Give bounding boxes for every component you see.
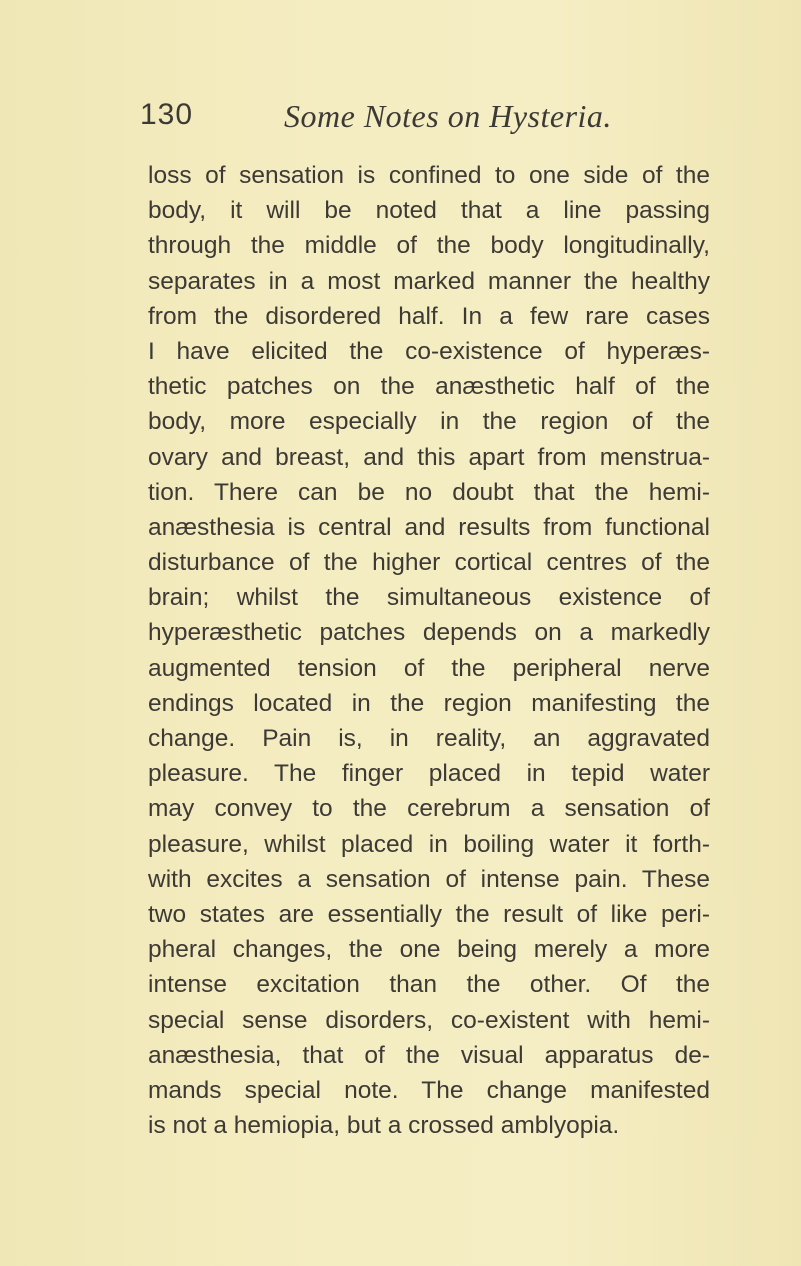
text-line: may convey to the cerebrum a sensation of xyxy=(148,795,710,823)
text-line: special sense disorders, co-existent with hemi- xyxy=(148,1006,710,1034)
text-line: hyperæsthetic patches depends on a markedly xyxy=(148,619,710,647)
text-line: body, more especially in the region of the xyxy=(148,408,710,436)
text-line: with excites a sensation of intense pain. These xyxy=(148,865,710,893)
text-line: ovary and breast, and this apart from menstrua- xyxy=(148,443,710,471)
running-head xyxy=(140,98,700,142)
text-line: endings located in the region manifesting the xyxy=(148,689,710,717)
text-line: brain; whilst the simultaneous existence of xyxy=(148,584,710,612)
text-line: augmented tension of the peripheral nerve xyxy=(148,654,710,682)
text-line: pleasure. The finger placed in tepid water xyxy=(148,760,710,788)
text-line: I have elicited the co-existence of hyperæs- xyxy=(148,337,710,365)
text-line: mands special note. The change manifested xyxy=(148,1076,710,1104)
text-line: separates in a most marked manner the healthy xyxy=(148,267,710,295)
text-line: disturbance of the higher cortical centres of the xyxy=(148,549,710,577)
text-line: two states are essentially the result of like peri- xyxy=(148,900,710,928)
running-title: Some Notes on Hysteria. xyxy=(284,98,612,134)
text-line: thetic patches on the anæsthetic half of the xyxy=(148,373,710,401)
text-line: loss of sensation is confined to one side of the xyxy=(148,162,710,189)
text-line: pleasure, whilst placed in boiling water it forth- xyxy=(148,830,710,858)
text-line: is not a hemiopia, but a crossed amblyopia. xyxy=(148,1112,620,1140)
text-line: tion. There can be no doubt that the hemi- xyxy=(148,478,710,506)
body-text xyxy=(148,158,710,1143)
text-line: pheral changes, the one being merely a more xyxy=(148,936,710,964)
text-line: intense excitation than the other. Of the xyxy=(148,971,710,999)
text-line: anæsthesia is central and results from functional xyxy=(148,513,710,541)
text-line: from the disordered half. In a few rare cases xyxy=(148,302,710,330)
text-line: anæsthesia, that of the visual apparatus de- xyxy=(148,1041,710,1069)
page-number: 130 xyxy=(140,98,194,131)
text-line: body, it will be noted that a line passing xyxy=(148,197,710,225)
text-line: change. Pain is, in reality, an aggravated xyxy=(148,725,710,752)
text-line: through the middle of the body longitudinally, xyxy=(148,232,710,260)
